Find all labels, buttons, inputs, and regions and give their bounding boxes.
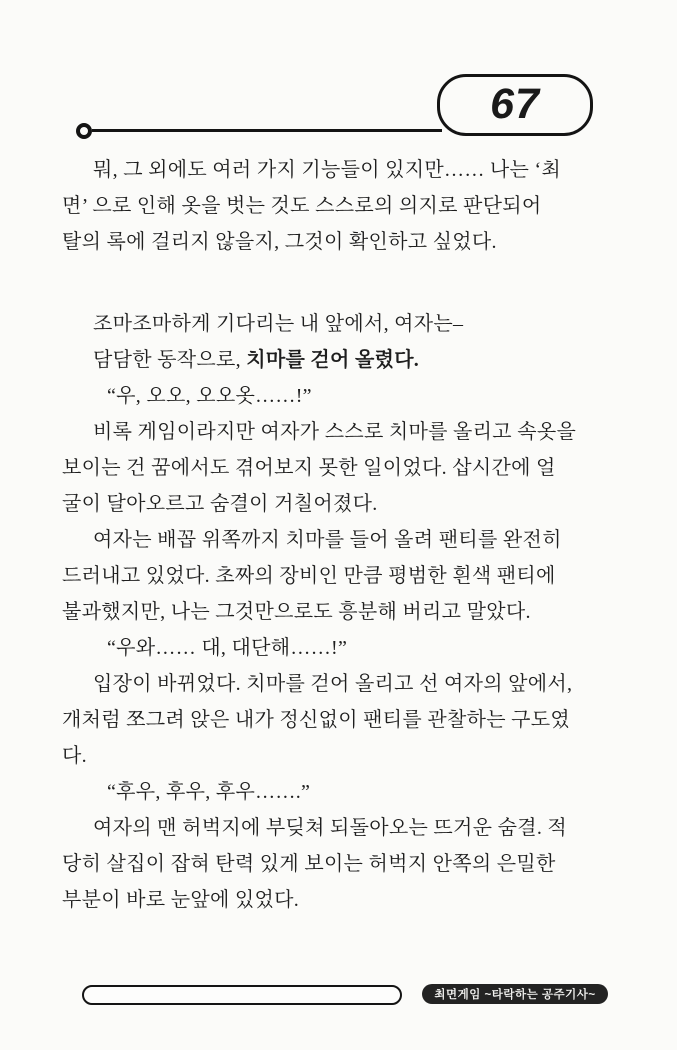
book-title: 최면게임 ~타락하는 공주기사~ [434,989,596,1001]
text-line [62,224,620,260]
text-segment: “우, 오오, 오오옷……!” [107,385,312,407]
text-line [62,152,620,188]
header-rule [92,129,442,132]
chain-ring-icon [76,123,92,139]
text-line [62,594,620,630]
text-segment: 뭐, 그 외에도 여러 가지 기능들이 있지만…… 나는 ‘최 [93,159,562,181]
text-line [62,486,620,522]
text-line [62,882,620,918]
text-segment: 굴이 달아오르고 숨결이 거칠어졌다. [62,493,378,515]
text-line [62,188,620,224]
text-line [62,666,620,702]
text-segment: 다. [62,745,87,767]
text-segment: 보이는 건 꿈에서도 겪어보지 못한 일이었다. 삽시간에 얼 [62,457,556,479]
text-segment: 당히 살집이 잡혀 탄력 있게 보이는 허벅지 안쪽의 은밀한 [62,853,556,875]
body-text [62,152,620,918]
text-line [62,774,620,810]
text-line [62,522,620,558]
text-line [62,450,620,486]
page-number-badge [437,74,593,136]
bold-text: 치마를 걷어 올렸다. [246,349,420,371]
text-segment: 탈의 록에 걸리지 않을지, 그것이 확인하고 싶었다. [62,231,497,253]
text-segment: 여자는 배꼽 위쪽까지 치마를 들어 올려 팬티를 완전히 [93,529,562,551]
text-segment: 부분이 바로 눈앞에 있었다. [62,889,300,911]
text-line [62,810,620,846]
text-segment: 드러내고 있었다. 초짜의 장비인 만큼 평범한 흰색 팬티에 [62,565,556,587]
text-segment: 입장이 바뀌었다. 치마를 걷어 올리고 선 여자의 앞에서, [93,673,573,695]
text-line [62,306,620,342]
text-line [62,630,620,666]
text-line [62,414,620,450]
text-line [62,558,620,594]
book-title-badge [422,984,608,1004]
text-segment: “우와…… 대, 대단해……!” [107,637,348,659]
text-segment: 조마조마하게 기다리는 내 앞에서, 여자는– [93,313,464,335]
text-segment: 개처럼 쪼그려 앉은 내가 정신없이 팬티를 관찰하는 구도였 [62,709,570,731]
text-segment: 불과했지만, 나는 그것만으로도 흥분해 버리고 말았다. [62,601,531,623]
footer-pill [82,985,402,1005]
text-segment: 여자의 맨 허벅지에 부딪쳐 되돌아오는 뜨거운 숨결. 적 [93,817,568,839]
text-segment: 면’ 으로 인해 옷을 벗는 것도 스스로의 의지로 판단되어 [62,195,542,217]
paragraph-gap [62,260,620,306]
text-line [62,342,620,378]
text-line [62,846,620,882]
text-line [62,738,620,774]
text-line [62,378,620,414]
text-segment: 담담한 동작으로, [93,349,247,371]
text-line [62,702,620,738]
page-number: 67 [490,79,540,128]
text-segment: “후우, 후우, 후우…….” [107,781,311,803]
text-segment: 비록 게임이라지만 여자가 스스로 치마를 올리고 속옷을 [93,421,577,443]
